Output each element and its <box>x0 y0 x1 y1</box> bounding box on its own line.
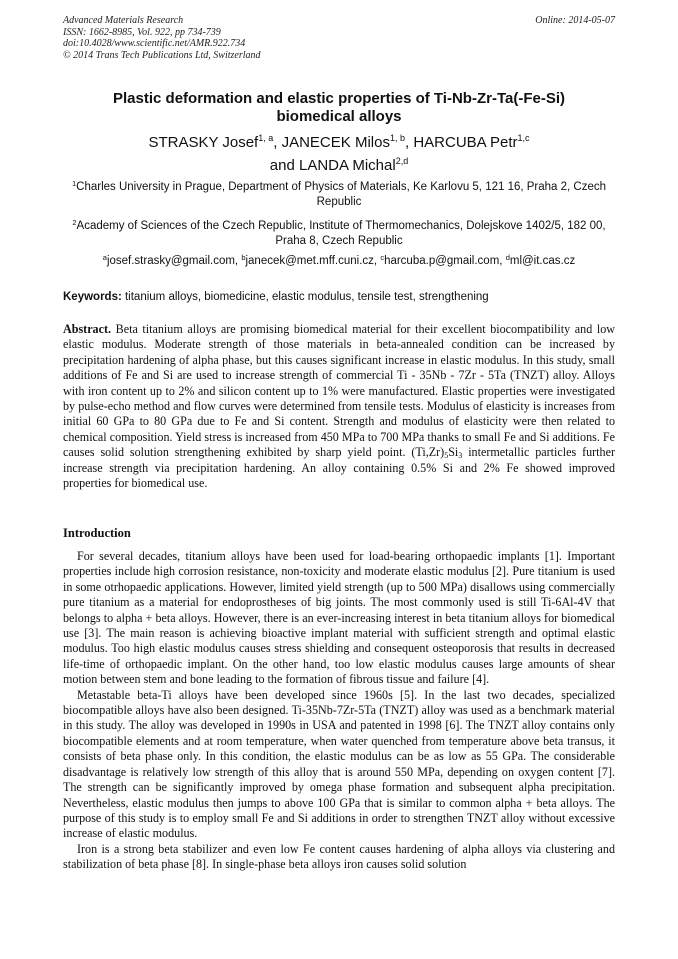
abstract <box>63 322 615 491</box>
authors-line-2 <box>63 154 615 177</box>
email-line <box>63 254 615 269</box>
email-sup: b <box>241 253 246 262</box>
authors-line-1 <box>63 131 615 154</box>
title-line-1: Plastic deformation and elastic properties of Ti-Nb-Zr-Ta(-Fe-Si) <box>113 90 565 107</box>
author-separator: , <box>273 134 282 151</box>
affiliation-text: Academy of Sciences of the Czech Republic, Institute of Thermomechanics, Dolejskove 1402/5, 182 00, Praha 8, Czech Republic <box>76 220 606 247</box>
subscript: 5 <box>444 451 449 461</box>
keywords-label: Keywords: <box>63 291 122 303</box>
author-name: STRASKY Josef <box>148 134 259 151</box>
journal-header <box>63 15 615 61</box>
author-affil-sup: 1,c <box>517 133 530 143</box>
abstract-text: Beta titanium alloys are promising biomedical material for their excellent biocompatibility and low elastic modulus. Moderate strength of those materials in beta-annealed condition can be increased by precipitation hardening of alpha phase, but this causes significant increase in elastic modulus. In this study, small additions of Fe and Si are used to increase strength of commercial Ti - 35Nb - 7Zr - 5Ta (TNZT) alloy. Alloys with iron content up to 2% and silicon content up to 1% were manufactured. Elastic properties were investigated by pulse-echo method and flow curves were determined from tensile tests. Modulus of elasticity is increases from initial 60 GPa to 80 GPa due to Fe and Si content. Strength and modulus of elasticity were then related to chemical composition. Yield stress is increased from 450 MPa to 700 MPa thanks to small Fe and Si additions. Fe causes solid solution strengthening exhibited by sharp yield point. (Ti,Zr) <box>63 322 615 460</box>
introduction-body <box>63 549 615 873</box>
paragraph: Metastable beta-Ti alloys have been developed since 1960s [5]. In the last two decades, specialized biocompatible alloys have also been designed. Ti-35Nb-7Zr-5Ta (TNZT) alloy was used as a benchmark material in this study. The alloy was developed in 1990s in USA and patented in 1998 [6]. The TNZT alloy contains only biocompatible elements and at room temperature, when water quenched from temperature above beta transus, it consists of beta phase only. In this condition, the elastic modulus can be as low as 55 GPa. The considerable disadvantage is relatively low strength of this alloy that is around 550 MPa, depending on oxygen content [7]. The strength can be significantly improved by omega phase formation and subsequent alpha precipitation. Nevertheless, elastic modulus then jumps to above 100 GPa that is similar to common alpha + beta alloys. The purpose of this study is to employ small Fe and Si additions in order to strengthen TNZT alloy without excessive increase of elastic modulus. <box>63 687 615 841</box>
subscript: 3 <box>458 451 463 461</box>
author-list <box>63 131 615 177</box>
author-name: and LANDA Michal <box>269 157 396 174</box>
author-affil-sup: 1, a <box>258 133 274 143</box>
journal-name: Advanced Materials Research <box>63 15 184 26</box>
section-heading-introduction: Introduction <box>63 526 131 540</box>
affiliation-text: Charles University in Prague, Department of Physics of Materials, Ke Karlovu 5, 121 16, Praha 2, Czech Republic <box>76 181 607 208</box>
affiliation-sup: 2 <box>72 218 77 227</box>
title-line-2: biomedical alloys <box>276 108 402 125</box>
affiliation-1 <box>63 180 615 209</box>
abstract-text: intermetallic particles further increase strength via precipitation hardening. An alloy containing 0.5% Si and 2% Fe showed improved properties for biomedical use. <box>63 445 615 491</box>
issn-line: ISSN: 1662-8985, Vol. 922, pp 734-739 <box>63 26 221 38</box>
author-name: HARCUBA Petr <box>413 134 518 151</box>
abstract-label: Abstract. <box>63 322 112 336</box>
affiliation-sup: 1 <box>71 179 77 188</box>
keywords <box>63 290 615 304</box>
author-affil-sup: 1, b <box>389 133 405 143</box>
author-name: JANECEK Milos <box>281 134 390 151</box>
author-separator: , <box>404 134 414 151</box>
email-text[interactable]: josef.strasky@gmail.com, <box>106 255 242 267</box>
affiliation-2 <box>63 219 615 248</box>
email-text[interactable]: harcuba.p@gmail.com, <box>384 255 506 267</box>
copyright-line: © 2014 Trans Tech Publications Ltd, Switzerland <box>63 49 261 61</box>
author-affil-sup: 2,d <box>395 156 409 166</box>
email-sup: c <box>380 253 385 262</box>
doi-line: doi:10.4028/www.scientific.net/AMR.922.734 <box>63 38 246 50</box>
paper-title <box>63 90 615 126</box>
online-date: Online: 2014-05-07 <box>535 15 615 26</box>
paragraph: Iron is a strong beta stabilizer and even low Fe content causes hardening of alpha alloys via clustering and stabilization of beta phase [8]. In single-phase beta alloys iron causes solid solution <box>63 841 615 872</box>
email-text[interactable]: janecek@met.mff.cuni.cz, <box>245 255 381 267</box>
paragraph: For several decades, titanium alloys have been used for load-bearing orthopaedic implants [1]. Important properties include high corrosion resistance, non-toxicity and moderate elastic modulus [2]. Pure titanium is used in some otrhopaedic applications. However, limited yield strength (up to 500 MPa) disallows using commercially pure titanium as a material for endoprostheses of big joints. The most commonly used is still Ti-6Al-4V that belongs to alpha + beta alloys. However, there is an ever-increasing interest in beta titanium alloys for biomedical use [3]. The main reason is achieving bioactive implant material with sufficient strength and optimal elastic modulus. Too high elastic modulus causes stress shielding and consequent osteoporosis that results in decreased life-time of orthopaedic implant. On the other hand, too low elastic modulus causes large amounts of shear motion between stem and bone leading to the formation of fibrous tissue and failure [4]. <box>63 549 615 687</box>
email-sup: a <box>102 253 107 262</box>
email-text[interactable]: ml@it.cas.cz <box>509 255 576 267</box>
keywords-text: titanium alloys, biomedicine, elastic modulus, tensile test, strengthening <box>121 291 489 303</box>
abstract-text: Si <box>448 445 459 460</box>
email-sup: d <box>505 253 510 262</box>
